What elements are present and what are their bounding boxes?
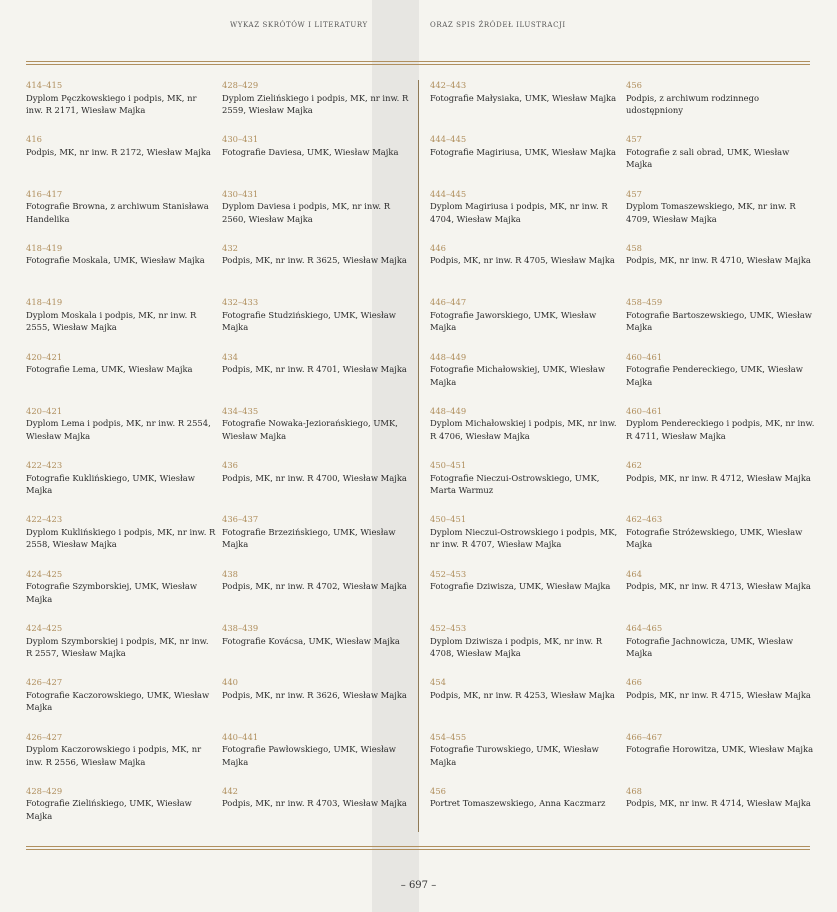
entry-description: Fotografie Kaczorowskiego, UMK, Wiesław Majka [26,689,210,713]
entry-page-range: 460–461 [626,351,663,362]
entry-page-range: 456 [626,80,642,90]
list-item [430,568,620,593]
entry-description: Dyplom Pendereckiego i podpis, MK, nr inw. R 4711, Wiesław Majka [626,418,815,441]
list-item [222,188,412,226]
entry-description: Fotografie Zielińskiego, UMK, Wiesław Majka [26,798,192,821]
entry-description: Fotografie Moskala, UMK, Wiesław Majka [26,255,205,266]
list-item [430,676,620,701]
list-item [626,731,816,756]
entry-page-range: 422–423 [26,514,63,525]
list-item [222,79,412,117]
entry-description: Dyplom Lema i podpis, MK, nr inw. R 2554, Wiesław Majka [26,418,211,441]
entry-page-range: 426–427 [26,731,63,742]
entry-page-range: 446–447 [430,297,467,308]
list-item [626,79,816,117]
entry-page-range: 422–423 [26,460,63,471]
entry-page-range: 420–421 [26,351,63,362]
entry-page-range: 454 [430,677,446,688]
entry-page-range: 426–427 [26,677,63,688]
entry-page-range: 458 [626,242,642,253]
entry-description: Dyplom Magiriusa i podpis, MK, nr inw. R 4704, Wiesław Majka [430,201,608,224]
entry-description: Fotografie Jachnowicza, UMK, Wiesław Majka [626,635,793,658]
list-item [626,242,816,267]
entry-page-range: 424–425 [26,623,63,633]
entry-page-range: 460–461 [626,405,663,416]
entry-description: Fotografie Kovácsa, UMK, Wiesław Majka [222,635,400,646]
entry-description: Podpis, MK, nr inw. R 4710, Wiesław Majka [626,255,811,266]
entry-description: Podpis, MK, nr inw. R 2172, Wiesław Majka [26,146,211,157]
entry-description: Fotografie Daviesa, UMK, Wiesław Majka [222,146,399,157]
entry-page-range: 462 [626,460,642,471]
entry-description: Dyplom Szymborskiej i podpis, MK, nr inw. R 2557, Wiesław Majka [26,635,209,658]
entry-page-range: 462–463 [626,514,663,525]
list-item [222,622,412,647]
entry-page-range: 414–415 [26,80,63,90]
entry-page-range: 418–419 [26,242,63,253]
entry-description: Dyplom Dziwisza i podpis, MK, nr inw. R 4708, Wiesław Majka [430,635,603,658]
entry-page-range: 434–435 [222,405,259,416]
entry-description: Dyplom Tomaszewskiego, MK, nr inw. R 4709, Wiesław Majka [626,201,796,224]
entry-description: Dyplom Michałowskiej i podpis, MK, nr inw. R 4706, Wiesław Majka [430,418,617,441]
list-item [222,568,412,593]
entry-description: Podpis, MK, nr inw. R 4703, Wiesław Majka [222,798,407,809]
entry-page-range: 430–431 [222,188,259,199]
entry-description: Fotografie Studzińskiego, UMK, Wiesław Majka [222,309,396,333]
entry-description: Fotografie Brzezińskiego, UMK, Wiesław Majka [222,526,396,550]
entry-page-range: 442–443 [430,80,467,90]
entry-description: Podpis, MK, nr inw. R 4715, Wiesław Majka [626,689,811,700]
entry-description: Fotografie z sali obrad, UMK, Wiesław Majka [626,146,790,170]
entry-description: Fotografie Browna, z archiwum Stanisława Handelika [26,201,209,224]
entry-description: Podpis, z archiwum rodzinnego udostępniony [626,92,760,115]
list-item [222,351,412,376]
list-item [430,513,620,551]
list-item [26,731,216,769]
entry-page-range: 466 [626,677,642,688]
entry-page-range: 428–429 [222,80,259,90]
entry-description: Dyplom Moskala i podpis, MK, nr inw. R 2555, Wiesław Majka [26,309,197,333]
entry-description: Fotografie Turowskiego, UMK, Wiesław Majka [430,744,599,767]
entry-page-range: 464 [626,568,642,579]
list-item [26,296,216,334]
entry-description: Dyplom Nieczui-Ostrowskiego i podpis, MK, nr inw. R 4707, Wiesław Majka [430,526,618,550]
entry-page-range: 468 [626,785,642,796]
list-item [626,351,816,389]
entry-page-range: 438–439 [222,623,259,633]
entry-description: Podpis, MK, nr inw. R 4701, Wiesław Majka [222,364,407,374]
entry-page-range: 418–419 [26,297,63,308]
list-item [430,296,620,334]
entry-description: Fotografie Dziwisza, UMK, Wiesław Majka [430,581,611,592]
list-item [430,188,620,226]
entry-description: Fotografie Pendereckiego, UMK, Wiesław Majka [626,364,803,387]
entry-description: Podpis, MK, nr inw. R 4713, Wiesław Majka [626,581,811,592]
entry-description: Dyplom Pęczkowskiego i podpis, MK, nr inw. R 2171, Wiesław Majka [26,92,197,115]
list-item [430,351,620,389]
entry-description: Dyplom Zielińskiego i podpis, MK, nr inw. R 2559, Wiesław Majka [222,92,409,115]
entry-description: Fotografie Stróżewskiego, UMK, Wiesław Majka [626,526,803,550]
bottom-rule-inner [26,849,810,850]
list-item [26,242,216,267]
entry-page-range: 446 [430,242,446,253]
list-item [222,405,412,443]
list-item [26,405,216,443]
entry-description: Podpis, MK, nr inw. R 4702, Wiesław Majka [222,581,407,592]
entry-page-range: 442 [222,785,238,796]
entry-page-range: 430–431 [222,134,259,145]
entry-description: Dyplom Kaczorowskiego i podpis, MK, nr inw. R 2556, Wiesław Majka [26,744,202,767]
entry-page-range: 436–437 [222,514,259,525]
entry-page-range: 450–451 [430,460,467,471]
entry-description: Fotografie Bartoszewskiego, UMK, Wiesław Majka [626,309,812,333]
entry-page-range: 466–467 [626,731,663,742]
list-item [26,459,216,497]
list-item [626,133,816,171]
entry-page-range: 416–417 [26,188,63,199]
entry-page-range: 444–445 [430,134,467,145]
entry-page-range: 454–455 [430,731,467,742]
entry-page-range: 448–449 [430,405,467,416]
top-rule-inner [26,64,810,65]
list-item [430,785,620,810]
list-item [26,785,216,823]
list-item [430,731,620,769]
list-item [430,459,620,497]
entry-description: Fotografie Nowaka-Jeziorańskiego, UMK, Wiesław Majka [222,418,398,441]
list-item [626,405,816,443]
list-item [626,676,816,701]
entry-description: Fotografie Kuklińskiego, UMK, Wiesław Majka [26,472,195,496]
entry-page-range: 456 [430,785,446,796]
entry-description: Fotografie Nieczui-Ostrowskiego, UMK, Marta Warmuz [430,472,600,496]
list-item [222,676,412,701]
entry-description: Dyplom Daviesa i podpis, MK, nr inw. R 2560, Wiesław Majka [222,201,391,224]
list-item [430,133,620,158]
entry-description: Portret Tomaszewskiego, Anna Kaczmarz [430,798,606,809]
list-item [26,513,216,551]
list-item [626,513,816,551]
entry-description: Fotografie Szymborskiej, UMK, Wiesław Majka [26,581,198,604]
list-item [26,133,216,158]
entry-description: Fotografie Małysiaka, UMK, Wiesław Majka [430,92,617,103]
list-item [626,459,816,484]
entry-description: Podpis, MK, nr inw. R 4714, Wiesław Majka [626,798,811,809]
entry-description: Podpis, MK, nr inw. R 4705, Wiesław Majka [430,255,615,266]
entry-page-range: 434 [222,351,238,362]
entry-description: Fotografie Pawłowskiego, UMK, Wiesław Majka [222,744,396,767]
entry-page-range: 452–453 [430,623,467,633]
header-right: ORAZ SPIS ŹRÓDEŁ ILUSTRACJI [430,21,566,29]
list-item [430,622,620,660]
entry-page-range: 424–425 [26,568,63,579]
list-item [430,79,620,104]
header-left: WYKAZ SKRÓTÓW I LITERATURY [230,21,368,29]
bottom-rule [26,846,810,847]
list-item [222,731,412,769]
entry-page-range: 438 [222,568,238,579]
entry-description: Podpis, MK, nr inw. R 3625, Wiesław Majka [222,255,407,266]
list-item [222,133,412,158]
list-item [26,676,216,714]
list-item [222,296,412,334]
list-item [222,459,412,484]
entry-description: Fotografie Horowitza, UMK, Wiesław Majka [626,744,814,755]
entry-description: Podpis, MK, nr inw. R 4700, Wiesław Majka [222,472,407,483]
entry-page-range: 444–445 [430,188,467,199]
running-header [0,19,837,33]
page-number: – 697 – [400,880,437,891]
list-item [430,405,620,443]
entry-description: Podpis, MK, nr inw. R 3626, Wiesław Majka [222,689,407,700]
entry-page-range: 450–451 [430,514,467,525]
entry-page-range: 464–465 [626,623,663,633]
list-item [222,785,412,810]
entry-page-range: 432–433 [222,297,259,308]
entry-page-range: 440–441 [222,731,259,742]
list-item [26,568,216,606]
entry-page-range: 457 [626,188,642,199]
entry-description: Fotografie Jaworskiego, UMK, Wiesław Majka [430,309,597,333]
entry-description: Fotografie Lema, UMK, Wiesław Majka [26,364,193,374]
entry-page-range: 436 [222,460,238,471]
entry-description: Podpis, MK, nr inw. R 4712, Wiesław Majka [626,472,811,483]
list-item [626,296,816,334]
entry-page-range: 452–453 [430,568,467,579]
entry-page-range: 457 [626,134,642,145]
entry-page-range: 420–421 [26,405,63,416]
entry-page-range: 448–449 [430,351,467,362]
entry-description: Podpis, MK, nr inw. R 4253, Wiesław Majka [430,689,615,700]
list-item [26,351,216,376]
entry-page-range: 440 [222,677,238,688]
entry-page-range: 428–429 [26,785,63,796]
column-divider [418,80,419,832]
list-item [26,188,216,226]
list-item [430,242,620,267]
list-item [626,785,816,810]
entry-description: Dyplom Kuklińskiego i podpis, MK, nr inw. R 2558, Wiesław Majka [26,526,216,550]
top-rule [26,61,810,62]
list-item [626,568,816,593]
list-item [626,622,816,660]
entry-description: Fotografie Michałowskiej, UMK, Wiesław Majka [430,364,606,387]
entry-description: Fotografie Magiriusa, UMK, Wiesław Majka [430,146,617,157]
list-item [626,188,816,226]
list-item [26,79,216,117]
entry-page-range: 432 [222,242,238,253]
list-item [222,242,412,267]
entry-page-range: 416 [26,134,42,145]
list-item [222,513,412,551]
list-item [26,622,216,660]
entry-page-range: 458–459 [626,297,663,308]
